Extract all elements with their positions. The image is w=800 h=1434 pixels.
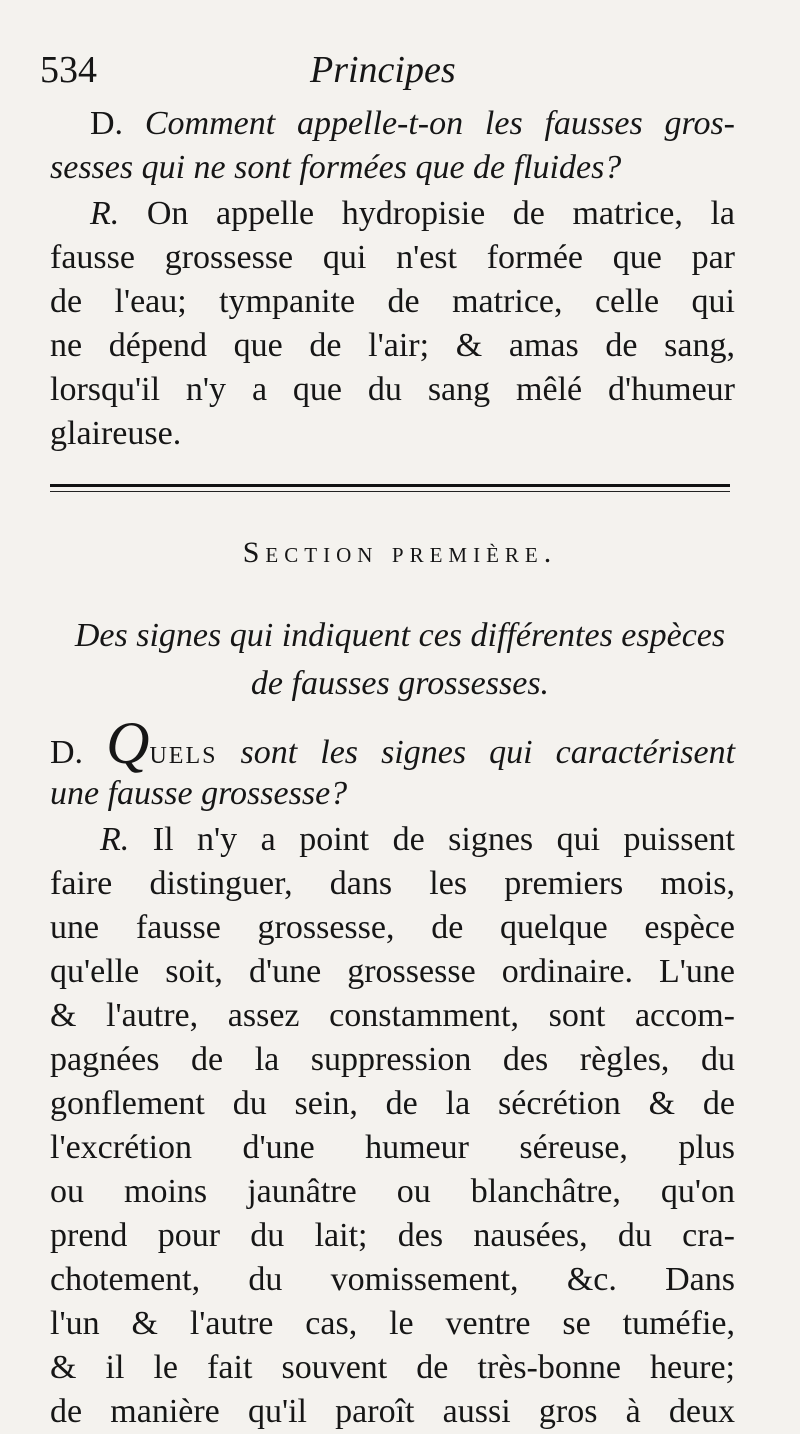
answer-2 (50, 818, 735, 1434)
page-number: 534 (40, 49, 97, 91)
question-2 (50, 710, 736, 816)
answer-line: prend pour du lait; des nausées, du cra- (50, 1217, 735, 1254)
running-title: Principes (310, 49, 456, 91)
question-prefix: D. (90, 105, 124, 142)
answer-line: chotement, du vomissement, &c. Dans (50, 1261, 735, 1298)
question-line: sont les signes qui caractérisent (240, 734, 736, 771)
subtitle-line: de fausses grossesses. (250, 665, 550, 702)
answer-line: ne dépend que de l'air; & amas de sang, (50, 327, 735, 364)
drop-cap: Q (106, 710, 150, 776)
answer-line: de l'eau; tympanite de matrice, celle qui (50, 283, 735, 320)
answer-line: pagnées de la suppression des règles, du (50, 1041, 735, 1078)
answer-line: & il le fait souvent de très-bonne heure; (50, 1349, 735, 1386)
answer-line: lorsqu'il n'y a que du sang mêlé d'humeur (50, 371, 735, 408)
answer-line: & l'autre, assez constamment, sont accom- (50, 997, 735, 1034)
section-rule-thin (50, 491, 730, 492)
section-title: Section première. (242, 536, 558, 569)
answer-line: On appelle hydropisie de matrice, la (146, 195, 736, 232)
small-caps-word: uels (149, 734, 218, 771)
answer-line: faire distinguer, dans les premiers mois, (50, 865, 735, 902)
section-subtitle (40, 612, 760, 708)
answer-line: une fausse grossesse, de quelque espèce (50, 909, 735, 946)
question-line: sesses qui ne sont formées que de fluides? (50, 149, 622, 186)
answer-line: qu'elle soit, d'une grossesse ordinaire. L'une (50, 953, 735, 990)
question-1 (50, 102, 735, 190)
answer-1 (50, 192, 735, 456)
answer-line: Il n'y a point de signes qui puissent (152, 821, 735, 858)
answer-line: glaireuse. (50, 415, 182, 452)
subtitle-line: Des signes qui indiquent ces différentes espèces (74, 617, 726, 654)
answer-prefix: R. (100, 821, 130, 858)
question-line: Comment appelle-t-on les fausses gros- (144, 105, 736, 142)
answer-line: fausse grossesse qui n'est formée que par (50, 239, 735, 276)
answer-line: de manière qu'il paroît aussi gros à deux (50, 1393, 735, 1430)
answer-line: gonflement du sein, de la sécrétion & de (50, 1085, 735, 1122)
question-prefix: D. (50, 734, 84, 771)
answer-line: ou moins jaunâtre ou blanchâtre, qu'on (50, 1173, 735, 1210)
question-line: une fausse grossesse? (50, 775, 348, 812)
page-header (40, 48, 760, 98)
answer-line: l'excrétion d'une humeur séreuse, plus (50, 1129, 735, 1166)
section-rule (50, 484, 730, 487)
answer-prefix: R. (90, 195, 120, 232)
answer-line: l'un & l'autre cas, le ventre se tuméfie, (50, 1305, 735, 1342)
